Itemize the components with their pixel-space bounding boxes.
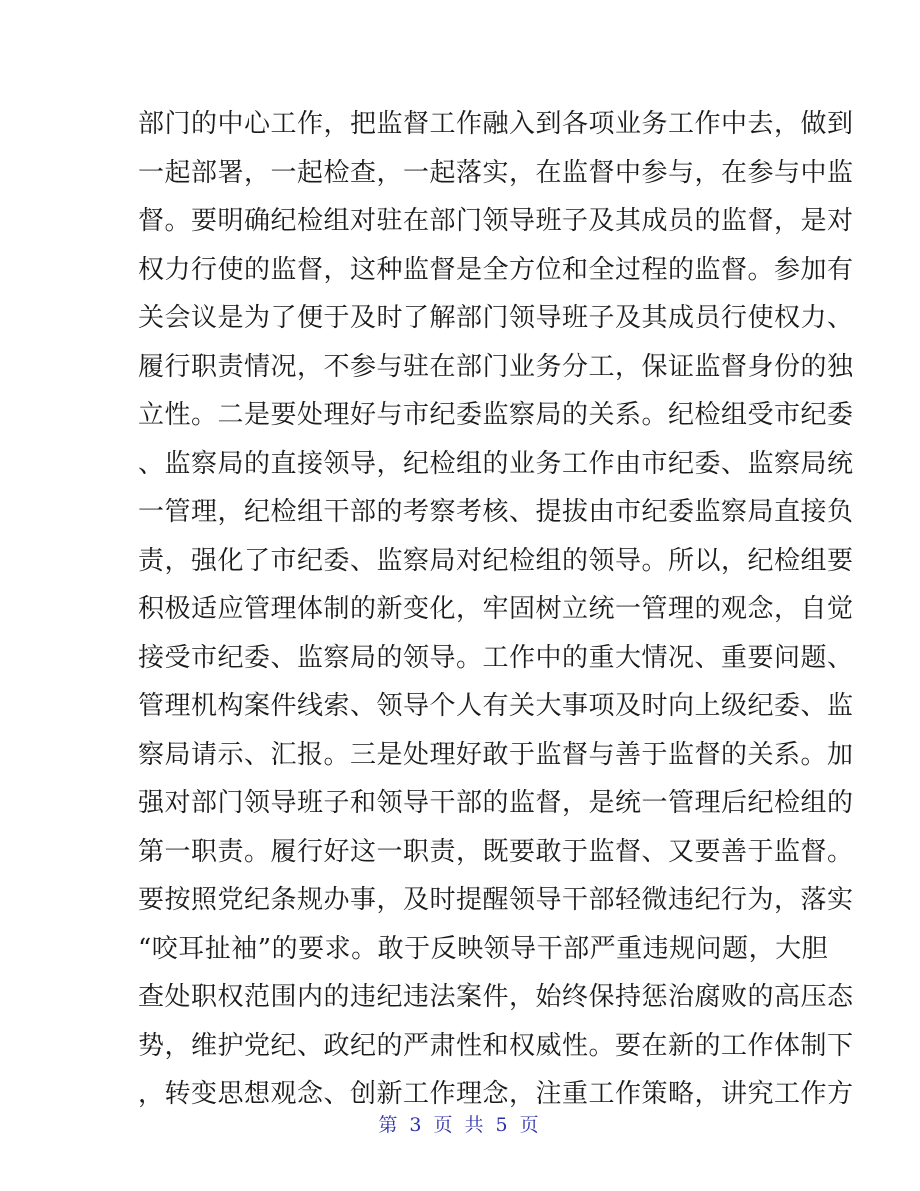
text-line: 积极适应管理体制的新变化，牢固树立统一管理的观念，自觉 <box>138 594 854 624</box>
text-line: ，转变思想观念、创新工作理念，注重工作策略，讲究工作方 <box>138 1079 854 1109</box>
page-number-footer: 第 3 页 共 5 页 <box>378 1114 542 1136</box>
text-line: 要按照党纪条规办事，及时提醒领导干部轻微违纪行为，落实 <box>138 885 854 915</box>
text-line: 接受市纪委、监察局的领导。工作中的重大情况、重要问题、 <box>138 642 854 673</box>
text-line: 督。要明确纪检组对驻在部门领导班子及其成员的监督，是对 <box>138 206 854 236</box>
body-text <box>138 100 854 1119</box>
text-line: 管理机构案件线索、领导个人有关大事项及时向上级纪委、监 <box>138 691 854 721</box>
text-line: 履行职责情况，不参与驻在部门业务分工，保证监督身份的独 <box>138 351 854 382</box>
text-line: 、监察局的直接领导，纪检组的业务工作由市纪委、监察局统 <box>138 448 854 479</box>
text-line: 权力行使的监督，这种监督是全方位和全过程的监督。参加有 <box>138 254 854 285</box>
text-line: “咬耳扯袖”的要求。敢于反映领导干部严重违规问题，大胆 <box>138 933 829 964</box>
text-line: 责，强化了市纪委、监察局对纪检组的领导。所以，纪检组要 <box>138 545 854 576</box>
text-line: 立性。二是要处理好与市纪委监察局的关系。纪检组受市纪委 <box>138 400 854 430</box>
text-line: 强对部门领导班子和领导干部的监督，是统一管理后纪检组的 <box>138 788 854 818</box>
text-line: 势，维护党纪、政纪的严肃性和权威性。要在新的工作体制下 <box>138 1030 854 1061</box>
text-line: 部门的中心工作，把监督工作融入到各项业务工作中去，做到 <box>138 109 854 139</box>
text-line: 察局请示、汇报。三是处理好敢于监督与善于监督的关系。加 <box>138 739 854 770</box>
text-line: 关会议是为了便于及时了解部门领导班子及其成员行使权力、 <box>138 303 854 333</box>
text-line: 查处职权范围内的违纪违法案件，始终保持惩治腐败的高压态 <box>138 982 854 1012</box>
text-line: 第一职责。履行好这一职责，既要敢于监督、又要善于监督。 <box>138 836 854 867</box>
text-line: 一管理，纪检组干部的考察考核、提拔由市纪委监察局直接负 <box>138 497 854 527</box>
text-line: 一起部署，一起检查，一起落实，在监督中参与，在参与中监 <box>138 157 854 188</box>
